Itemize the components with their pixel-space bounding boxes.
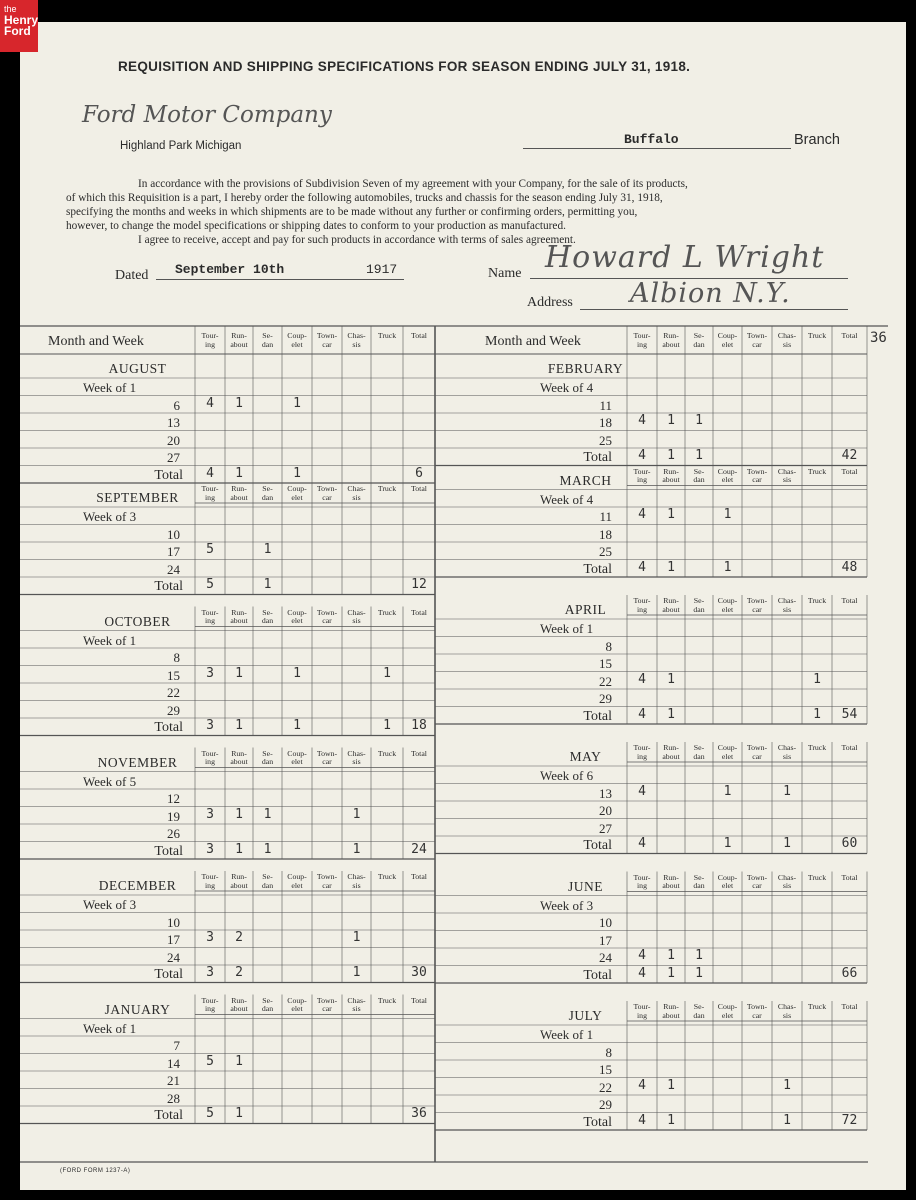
left-month-0-week-0: 6 bbox=[173, 397, 180, 413]
henry-ford-logo bbox=[0, 0, 38, 52]
name-signature: Howard L Wright bbox=[545, 240, 825, 275]
right-month-2-week-0: 8 bbox=[605, 638, 612, 654]
right-month-2-col-header-6: Truck bbox=[807, 596, 827, 605]
left-month-3-total-col-1: 1 bbox=[235, 841, 243, 857]
left-month-3-col-header-5: Chas- sis bbox=[347, 748, 366, 766]
left-month-2-week-1-col-1: 1 bbox=[235, 665, 243, 681]
left-month-2-col-header-1: Run- about bbox=[230, 607, 248, 625]
right-month-1-col-header-4: Town- car bbox=[746, 466, 768, 484]
right-month-4-week-1: 17 bbox=[599, 932, 612, 948]
right-month-2-total-col-0: 4 bbox=[638, 706, 646, 722]
right-month-1-week-of: Week of 4 bbox=[540, 491, 594, 507]
right-month-2-col-header-4: Town- car bbox=[746, 596, 768, 614]
left-month-3-week-2: 26 bbox=[167, 826, 180, 841]
right-col-header-3: Coup- elet bbox=[717, 331, 738, 349]
right-month-1-total-col-7: 48 bbox=[841, 559, 858, 575]
left-month-1-col-header-0: Tour- ing bbox=[201, 484, 219, 502]
right-month-5-week-3: 29 bbox=[599, 1097, 612, 1112]
left-col-header-3: Coup- elet bbox=[287, 331, 307, 349]
left-month-1-col-header-1: Run- about bbox=[230, 484, 248, 502]
left-month-5-col-header-6: Truck bbox=[377, 995, 397, 1005]
address-signature: Albion N.Y. bbox=[630, 278, 791, 309]
right-month-1-week-0-col-0: 4 bbox=[638, 507, 646, 522]
left-month-4-col-header-0: Tour- ing bbox=[201, 872, 219, 890]
left-month-1-total-col-0: 5 bbox=[206, 577, 214, 592]
right-month-1-col-header-5: Chas- sis bbox=[777, 466, 797, 484]
right-month-1-total-label: Total bbox=[583, 561, 612, 577]
right-month-3-week-2: 27 bbox=[599, 820, 612, 836]
right-month-2-week-2-col-6: 1 bbox=[813, 671, 821, 687]
left-month-1-week-1-col-2: 1 bbox=[263, 542, 272, 557]
right-month-4-week-2-col-1: 1 bbox=[667, 948, 675, 963]
right-month-5-week-2-col-5: 1 bbox=[783, 1077, 791, 1093]
para-line-4: however, to change the model specifications or shipping dates to conform to your production as manufactured. bbox=[66, 220, 566, 232]
right-month-4-total-col-1: 1 bbox=[667, 965, 675, 981]
left-month-3-week-1-col-2: 1 bbox=[263, 806, 272, 822]
right-month-1-name: MARCH bbox=[559, 472, 612, 488]
left-month-0-week-0-col-1: 1 bbox=[235, 395, 243, 411]
right-month-5-col-header-4: Town- car bbox=[746, 1002, 768, 1020]
left-month-1-week-2: 24 bbox=[167, 561, 180, 577]
left-month-2-col-header-4: Town- car bbox=[316, 607, 338, 625]
right-month-0-total-col-0: 4 bbox=[638, 448, 646, 463]
right-month-4-col-header-1: Run- about bbox=[662, 872, 680, 890]
left-month-2-week-1-col-6: 1 bbox=[383, 665, 391, 681]
left-month-1-week-of: Week of 3 bbox=[83, 509, 137, 524]
right-month-5-week-1: 15 bbox=[599, 1062, 612, 1077]
left-month-2-col-header-3: Coup- elet bbox=[287, 607, 307, 625]
left-month-3-name: NOVEMBER bbox=[97, 754, 178, 770]
left-month-4-week-of: Week of 3 bbox=[83, 897, 137, 912]
left-month-2-week-1: 15 bbox=[167, 667, 180, 683]
left-month-2-week-3: 29 bbox=[167, 702, 180, 718]
right-month-2-col-header-0: Tour- ing bbox=[633, 596, 651, 614]
right-month-5-total-col-0: 4 bbox=[638, 1112, 646, 1128]
right-month-2-week-2: 22 bbox=[599, 673, 612, 689]
right-month-5-week-2: 22 bbox=[599, 1079, 612, 1095]
left-month-2-week-0: 8 bbox=[173, 650, 180, 665]
left-month-0-total-label: Total bbox=[154, 467, 183, 483]
left-month-4-col-header-2: Se- dan bbox=[261, 872, 274, 890]
left-month-1-week-1-col-0: 5 bbox=[206, 542, 214, 557]
right-col-header-2: Se- dan bbox=[693, 331, 705, 349]
left-month-4-week-1-col-0: 3 bbox=[206, 930, 214, 945]
right-month-2-col-header-1: Run- about bbox=[662, 596, 680, 614]
left-month-2-week-1-col-0: 3 bbox=[206, 665, 214, 681]
right-month-3-total-col-3: 1 bbox=[723, 836, 732, 851]
right-month-3-total-col-7: 60 bbox=[841, 836, 858, 851]
table-cells bbox=[20, 22, 906, 1190]
left-month-0-week-0-col-3: 1 bbox=[293, 395, 301, 411]
right-month-2-total-col-7: 54 bbox=[841, 706, 858, 722]
left-month-2-week-1-col-3: 1 bbox=[293, 665, 301, 681]
left-month-5-col-header-4: Town- car bbox=[316, 995, 338, 1013]
left-col-header-5: Chas- sis bbox=[347, 331, 366, 349]
right-month-5-col-header-3: Coup- elet bbox=[717, 1002, 738, 1020]
right-month-0-week-0: 11 bbox=[599, 397, 612, 413]
left-month-5-col-header-1: Run- about bbox=[230, 995, 248, 1013]
right-month-5-total-col-5: 1 bbox=[783, 1112, 791, 1128]
left-month-4-col-header-6: Truck bbox=[377, 872, 397, 881]
form-title: REQUISITION AND SHIPPING SPECIFICATIONS FOR SEASON ENDING JULY 31, 1918. bbox=[118, 59, 691, 74]
right-month-1-col-header-7: Total bbox=[841, 466, 858, 476]
logo-line-2: Henry bbox=[4, 13, 39, 27]
right-month-5-total-label: Total bbox=[583, 1114, 612, 1130]
left-month-2-total-label: Total bbox=[154, 720, 183, 735]
right-month-2-week-2-col-1: 1 bbox=[667, 671, 675, 687]
right-month-5-col-header-1: Run- about bbox=[662, 1002, 680, 1020]
right-month-4-col-header-5: Chas- sis bbox=[777, 872, 797, 890]
right-month-1-total-col-1: 1 bbox=[667, 559, 675, 575]
left-month-0-week-3: 27 bbox=[167, 450, 180, 465]
left-col-header-1: Run- about bbox=[230, 331, 248, 349]
right-month-4-total-col-0: 4 bbox=[638, 965, 646, 981]
right-month-1-total-col-0: 4 bbox=[638, 559, 646, 575]
left-month-3-col-header-4: Town- car bbox=[316, 748, 338, 766]
right-month-0-week-1-col-0: 4 bbox=[638, 413, 646, 428]
right-month-4-total-label: Total bbox=[583, 967, 612, 983]
right-month-2-col-header-5: Chas- sis bbox=[777, 596, 797, 614]
carry-over-total: 36 bbox=[870, 330, 887, 346]
left-month-3-col-header-3: Coup- elet bbox=[287, 748, 307, 766]
month-week-header-0: Month and Week bbox=[48, 334, 144, 349]
left-month-5-col-header-5: Chas- sis bbox=[347, 995, 366, 1013]
left-month-2-week-2: 22 bbox=[167, 685, 180, 700]
left-month-0-week-of: Week of 1 bbox=[83, 380, 137, 395]
left-col-header-0: Tour- ing bbox=[201, 331, 219, 349]
left-month-2-name: OCTOBER bbox=[104, 613, 171, 629]
right-month-1-week-1: 18 bbox=[599, 526, 612, 542]
left-month-1-col-header-7: Total bbox=[411, 484, 427, 493]
right-month-3-col-header-1: Run- about bbox=[662, 743, 680, 761]
left-month-0-week-2: 20 bbox=[167, 432, 180, 448]
left-month-5-week-1-col-1: 1 bbox=[235, 1053, 243, 1069]
right-month-3-total-col-5: 1 bbox=[783, 836, 791, 851]
right-month-4-name: JUNE bbox=[568, 878, 603, 894]
right-month-2-total-label: Total bbox=[583, 708, 612, 724]
left-month-4-total-col-5: 1 bbox=[352, 965, 361, 980]
right-month-5-week-0: 8 bbox=[605, 1044, 612, 1060]
left-month-5-col-header-0: Tour- ing bbox=[201, 995, 219, 1013]
right-month-1-col-header-6: Truck bbox=[807, 466, 827, 476]
left-month-1-total-col-2: 1 bbox=[263, 577, 272, 592]
left-month-4-col-header-3: Coup- elet bbox=[287, 872, 307, 890]
left-month-1-col-header-3: Coup- elet bbox=[287, 484, 307, 502]
year-value: 1917 bbox=[366, 262, 398, 277]
right-month-0-name: FEBRUARY bbox=[547, 361, 624, 376]
left-month-5-total-col-7: 36 bbox=[411, 1106, 427, 1121]
left-month-1-col-header-6: Truck bbox=[377, 484, 397, 493]
right-month-4-col-header-0: Tour- ing bbox=[633, 872, 651, 890]
right-month-4-col-header-4: Town- car bbox=[746, 872, 768, 890]
left-month-0-total-col-0: 4 bbox=[206, 465, 214, 481]
left-month-3-col-header-2: Se- dan bbox=[261, 748, 274, 766]
left-month-3-week-1-col-0: 3 bbox=[206, 806, 214, 822]
right-month-1-week-0: 11 bbox=[599, 509, 612, 524]
branch-value: Buffalo bbox=[624, 132, 679, 147]
right-month-2-col-header-7: Total bbox=[841, 596, 858, 605]
right-month-3-col-header-5: Chas- sis bbox=[777, 743, 797, 761]
left-col-header-2: Se- dan bbox=[261, 331, 274, 349]
dated-label: Dated bbox=[115, 268, 149, 283]
right-month-0-week-1: 18 bbox=[599, 415, 612, 430]
left-month-5-week-1-col-0: 5 bbox=[206, 1053, 214, 1069]
right-month-5-week-2-col-0: 4 bbox=[638, 1077, 646, 1093]
right-month-4-week-2: 24 bbox=[599, 950, 612, 965]
right-month-5-week-2-col-1: 1 bbox=[667, 1077, 675, 1093]
right-month-4-week-2-col-2: 1 bbox=[695, 948, 703, 963]
left-month-2-week-of: Week of 1 bbox=[83, 632, 137, 648]
right-month-3-col-header-3: Coup- elet bbox=[717, 743, 738, 761]
right-month-3-col-header-6: Truck bbox=[807, 743, 827, 752]
left-month-4-week-0: 10 bbox=[167, 914, 180, 930]
right-month-1-col-header-3: Coup- elet bbox=[717, 466, 738, 484]
right-col-header-0: Tour- ing bbox=[633, 331, 651, 349]
right-month-4-week-of: Week of 3 bbox=[540, 897, 594, 913]
right-month-4-col-header-2: Se- dan bbox=[693, 872, 705, 890]
right-month-3-week-0-col-5: 1 bbox=[783, 783, 791, 799]
right-col-header-5: Chas- sis bbox=[777, 331, 797, 349]
left-month-1-week-1: 17 bbox=[167, 544, 180, 559]
right-month-3-total-label: Total bbox=[583, 838, 612, 853]
left-month-4-col-header-1: Run- about bbox=[230, 872, 248, 890]
left-month-0-name: AUGUST bbox=[108, 361, 167, 376]
left-month-3-total-col-5: 1 bbox=[352, 841, 361, 857]
left-month-4-col-header-7: Total bbox=[411, 872, 427, 881]
left-month-5-total-col-0: 5 bbox=[206, 1106, 214, 1121]
left-month-4-total-label: Total bbox=[154, 967, 183, 982]
right-month-5-col-header-5: Chas- sis bbox=[777, 1002, 797, 1020]
right-month-3-col-header-0: Tour- ing bbox=[633, 743, 651, 761]
left-month-2-col-header-7: Total bbox=[411, 607, 427, 617]
month-week-header-1: Month and Week bbox=[485, 334, 581, 349]
company-location: Highland Park Michigan bbox=[120, 140, 242, 152]
right-month-5-total-col-7: 72 bbox=[841, 1112, 858, 1128]
right-month-0-week-1-col-1: 1 bbox=[667, 413, 675, 428]
left-month-3-col-header-7: Total bbox=[411, 748, 427, 758]
left-month-5-week-1: 14 bbox=[167, 1055, 180, 1071]
left-month-5-week-of: Week of 1 bbox=[83, 1020, 137, 1036]
right-month-1-total-col-3: 1 bbox=[723, 559, 732, 575]
right-month-1-week-2: 25 bbox=[599, 544, 612, 559]
left-month-2-total-col-7: 18 bbox=[411, 718, 427, 733]
left-month-4-total-col-0: 3 bbox=[206, 965, 214, 980]
left-month-3-week-1-col-5: 1 bbox=[352, 806, 361, 822]
left-month-5-week-0: 7 bbox=[173, 1038, 180, 1053]
right-month-2-total-col-6: 1 bbox=[813, 706, 821, 722]
left-month-4-col-header-5: Chas- sis bbox=[347, 872, 366, 890]
right-month-4-total-col-7: 66 bbox=[841, 965, 858, 981]
left-month-5-col-header-3: Coup- elet bbox=[287, 995, 307, 1013]
left-month-2-total-col-6: 1 bbox=[383, 718, 391, 733]
left-month-3-total-col-7: 24 bbox=[411, 841, 427, 857]
right-month-3-week-of: Week of 6 bbox=[540, 768, 594, 783]
left-month-0-total-col-7: 6 bbox=[415, 465, 423, 481]
right-month-1-week-0-col-1: 1 bbox=[667, 507, 675, 522]
right-month-2-week-of: Week of 1 bbox=[540, 621, 594, 636]
left-col-header-7: Total bbox=[411, 331, 427, 340]
right-month-0-total-col-1: 1 bbox=[667, 448, 675, 463]
requisition-form bbox=[20, 22, 906, 1190]
left-month-1-col-header-4: Town- car bbox=[316, 484, 338, 502]
right-month-4-week-2-col-0: 4 bbox=[638, 948, 646, 963]
right-col-header-1: Run- about bbox=[662, 331, 680, 349]
right-month-5-week-of: Week of 1 bbox=[540, 1027, 594, 1042]
left-month-3-total-col-0: 3 bbox=[206, 841, 214, 857]
right-month-3-col-header-7: Total bbox=[841, 743, 858, 752]
form-number: (FORD FORM 1237-A) bbox=[60, 1168, 131, 1174]
right-month-1-col-header-0: Tour- ing bbox=[633, 466, 651, 484]
right-month-3-total-col-0: 4 bbox=[638, 836, 646, 851]
left-month-5-col-header-7: Total bbox=[411, 995, 427, 1005]
right-month-2-total-col-1: 1 bbox=[667, 706, 675, 722]
left-month-5-week-2: 21 bbox=[167, 1073, 180, 1088]
para-line-5: I agree to receive, accept and pay for such products in accordance with terms of sales agreement. bbox=[138, 234, 576, 246]
left-month-2-col-header-0: Tour- ing bbox=[201, 607, 219, 625]
right-month-3-week-1: 20 bbox=[599, 803, 612, 818]
left-col-header-4: Town- car bbox=[316, 331, 338, 349]
right-month-0-week-1-col-2: 1 bbox=[695, 413, 703, 428]
para-line-3: specifying the months and weeks in which shipments are to be made without any further or confirming orders, permitting you, bbox=[66, 206, 638, 218]
left-month-3-week-of: Week of 5 bbox=[83, 773, 137, 789]
left-month-4-week-2: 24 bbox=[167, 949, 180, 965]
right-month-0-total-col-2: 1 bbox=[695, 448, 703, 463]
right-month-3-week-0-col-3: 1 bbox=[723, 783, 732, 799]
left-month-4-total-col-1: 2 bbox=[235, 965, 243, 980]
right-month-4-week-0: 10 bbox=[599, 915, 612, 930]
right-month-2-week-2-col-0: 4 bbox=[638, 671, 646, 687]
left-month-0-week-1: 13 bbox=[167, 415, 180, 430]
left-month-2-col-header-2: Se- dan bbox=[261, 607, 274, 625]
left-month-4-week-1: 17 bbox=[167, 932, 180, 947]
left-month-3-week-1-col-1: 1 bbox=[235, 806, 243, 822]
left-month-2-col-header-6: Truck bbox=[377, 607, 397, 617]
left-month-0-total-col-3: 1 bbox=[293, 465, 301, 481]
right-month-2-name: APRIL bbox=[564, 602, 607, 617]
right-month-5-name: JULY bbox=[568, 1008, 603, 1023]
right-month-5-col-header-7: Total bbox=[841, 1002, 858, 1011]
left-month-0-total-col-1: 1 bbox=[235, 465, 243, 481]
right-col-header-4: Town- car bbox=[746, 331, 768, 349]
left-month-1-col-header-2: Se- dan bbox=[261, 484, 274, 502]
left-month-1-week-0: 10 bbox=[167, 526, 180, 542]
dated-value: September 10th bbox=[175, 262, 285, 277]
left-month-2-total-col-0: 3 bbox=[206, 718, 214, 733]
right-month-3-col-header-2: Se- dan bbox=[693, 743, 705, 761]
right-month-0-total-label: Total bbox=[583, 450, 612, 465]
para-line-2: of which this Requisition is a part, I hereby order the following automobiles, trucks and chassis for the season ending July 31, 1918, bbox=[66, 192, 663, 204]
address-label: Address bbox=[527, 295, 573, 310]
left-month-2-col-header-5: Chas- sis bbox=[347, 607, 366, 625]
right-month-4-col-header-7: Total bbox=[841, 872, 858, 882]
left-month-1-total-label: Total bbox=[154, 579, 183, 594]
right-month-4-col-header-6: Truck bbox=[807, 872, 827, 882]
left-month-2-total-col-1: 1 bbox=[235, 718, 243, 733]
left-month-3-col-header-6: Truck bbox=[377, 748, 397, 758]
right-month-2-col-header-3: Coup- elet bbox=[717, 596, 738, 614]
left-month-1-col-header-5: Chas- sis bbox=[347, 484, 366, 502]
left-col-header-6: Truck bbox=[377, 331, 397, 340]
left-month-3-total-col-2: 1 bbox=[263, 841, 272, 857]
left-month-5-total-col-1: 1 bbox=[235, 1106, 243, 1121]
left-month-3-total-label: Total bbox=[154, 843, 183, 859]
right-month-5-col-header-0: Tour- ing bbox=[633, 1002, 651, 1020]
right-month-5-col-header-6: Truck bbox=[807, 1002, 827, 1011]
name-label: Name bbox=[488, 266, 522, 281]
right-month-1-col-header-1: Run- about bbox=[662, 466, 680, 484]
left-month-4-name: DECEMBER bbox=[98, 878, 177, 893]
left-month-1-total-col-7: 12 bbox=[411, 577, 427, 592]
right-col-header-7: Total bbox=[841, 331, 858, 340]
right-month-4-total-col-2: 1 bbox=[695, 965, 703, 981]
right-month-3-week-0-col-0: 4 bbox=[638, 783, 646, 799]
left-month-4-week-1-col-1: 2 bbox=[235, 930, 243, 945]
right-month-0-week-2: 25 bbox=[599, 432, 612, 448]
right-col-header-6: Truck bbox=[807, 331, 827, 340]
left-month-4-total-col-7: 30 bbox=[411, 965, 427, 980]
right-month-0-week-of: Week of 4 bbox=[540, 380, 594, 395]
left-month-1-name: SEPTEMBER bbox=[96, 490, 179, 505]
left-month-3-col-header-1: Run- about bbox=[230, 748, 248, 766]
right-month-1-col-header-2: Se- dan bbox=[693, 466, 705, 484]
left-month-3-week-1: 19 bbox=[167, 808, 180, 824]
left-month-3-week-0: 12 bbox=[167, 791, 180, 806]
left-month-3-col-header-0: Tour- ing bbox=[201, 748, 219, 766]
right-month-5-total-col-1: 1 bbox=[667, 1112, 675, 1128]
left-month-5-week-3: 28 bbox=[167, 1090, 180, 1106]
logo-line-1: the bbox=[4, 4, 17, 14]
company-name: Ford Motor Company bbox=[82, 102, 332, 128]
right-month-4-col-header-3: Coup- elet bbox=[717, 872, 738, 890]
para-line-1: In accordance with the provisions of Subdivision Seven of my agreement with your Company, for the sale of its products, bbox=[138, 178, 688, 190]
left-month-5-col-header-2: Se- dan bbox=[261, 995, 274, 1013]
right-month-3-week-0: 13 bbox=[599, 785, 612, 801]
right-month-2-col-header-2: Se- dan bbox=[693, 596, 705, 614]
right-month-0-total-col-7: 42 bbox=[841, 448, 858, 463]
right-month-2-week-1: 15 bbox=[599, 656, 612, 671]
right-month-3-name: MAY bbox=[569, 749, 602, 764]
branch-label: Branch bbox=[794, 132, 840, 148]
logo-line-3: Ford bbox=[4, 24, 31, 38]
left-month-5-name: JANUARY bbox=[104, 1001, 171, 1017]
right-month-1-week-0-col-3: 1 bbox=[723, 507, 732, 522]
right-month-5-col-header-2: Se- dan bbox=[693, 1002, 705, 1020]
right-month-2-week-3: 29 bbox=[599, 691, 612, 706]
left-month-4-col-header-4: Town- car bbox=[316, 872, 338, 890]
left-month-0-week-0-col-0: 4 bbox=[206, 395, 214, 411]
left-month-4-week-1-col-5: 1 bbox=[352, 930, 361, 945]
left-month-2-total-col-3: 1 bbox=[293, 718, 301, 733]
right-month-3-col-header-4: Town- car bbox=[746, 743, 768, 761]
left-month-5-total-label: Total bbox=[154, 1108, 183, 1123]
